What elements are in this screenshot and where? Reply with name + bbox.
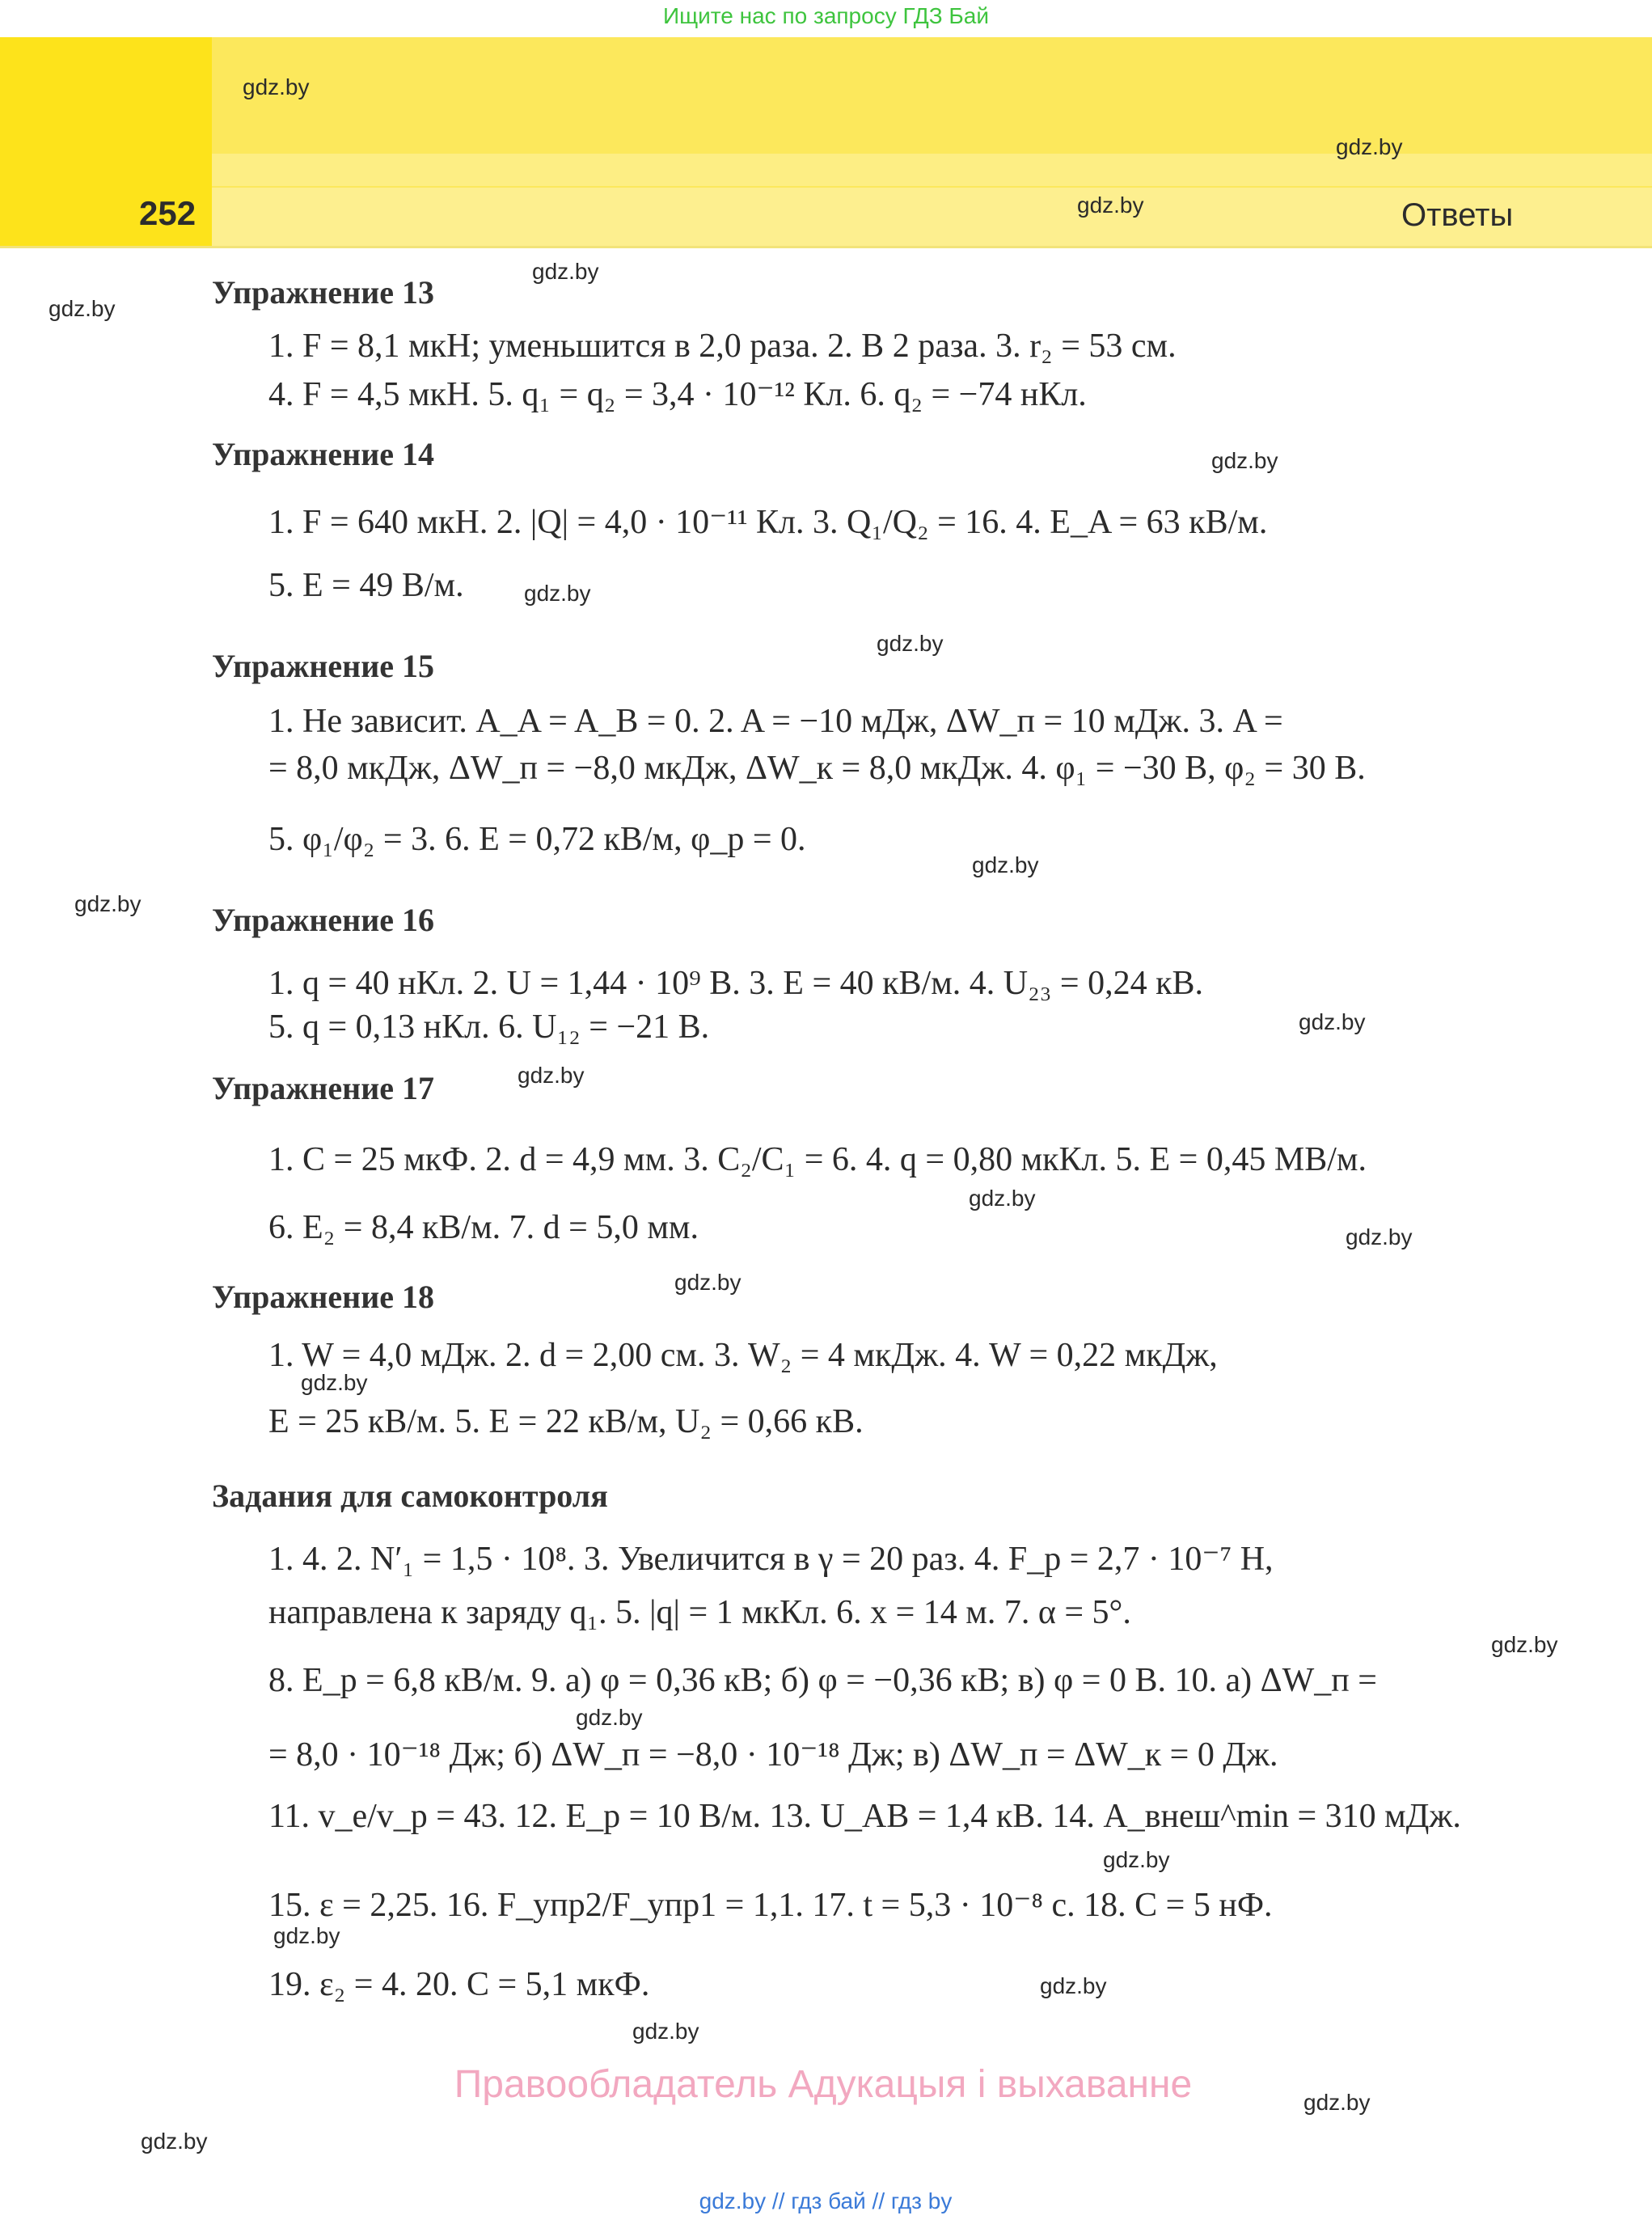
self-control-line-1: 1. 4. 2. N′₁ = 1,5 · 10⁸. 3. Увеличится в γ = 20 раз. 4. F_р = 2,7 · 10⁻⁷ Н, <box>268 1541 1274 1578</box>
exercise-13-line-1: 1. F = 8,1 мкН; уменьшится в 2,0 раза. 2. В 2 раза. 3. r₂ = 53 см. <box>268 328 1177 365</box>
watermark: gdz.by <box>877 631 944 656</box>
exercise-16-line-1: 1. q = 40 нКл. 2. U = 1,44 · 10⁹ В. 3. E = 40 кВ/м. 4. U₂₃ = 0,24 кВ. <box>268 965 1204 1002</box>
exercise-16-line-2: 5. q = 0,13 нКл. 6. U₁₂ = −21 В. <box>268 1008 710 1046</box>
exercise-13-line-2: 4. F = 4,5 мкН. 5. q₁ = q₂ = 3,4 · 10⁻¹² Кл. 6. q₂ = −74 нКл. <box>268 376 1087 413</box>
exercise-18-line-1: 1. W = 4,0 мДж. 2. d = 2,00 см. 3. W₂ = 4 мкДж. 4. W = 0,22 мкДж, <box>268 1337 1218 1374</box>
self-control-line-6: 15. ε = 2,25. 16. F_упр2/F_упр1 = 1,1. 17. t = 5,3 · 10⁻⁸ с. 18. C = 5 нФ. <box>268 1887 1273 1924</box>
watermark: gdz.by <box>1491 1632 1558 1657</box>
watermark: gdz.by <box>632 2019 699 2044</box>
watermark: gdz.by <box>1299 1009 1366 1034</box>
watermark: gdz.by <box>1103 1847 1170 1872</box>
watermark: gdz.by <box>1077 192 1144 218</box>
watermark: gdz.by <box>576 1705 643 1730</box>
section-title: Ответы <box>1401 197 1514 233</box>
watermark: gdz.by <box>518 1063 585 1088</box>
self-control-line-2: направлена к заряду q₁. 5. |q| = 1 мкКл. 6. x = 14 м. 7. α = 5°. <box>268 1594 1131 1631</box>
header-divider <box>0 246 1652 248</box>
watermark: gdz.by <box>1211 448 1278 473</box>
exercise-14-line-1: 1. F = 640 мкН. 2. |Q| = 4,0 · 10⁻¹¹ Кл. 3. Q₁/Q₂ = 16. 4. E_A = 63 кВ/м. <box>268 504 1268 541</box>
watermark: gdz.by <box>1346 1224 1413 1249</box>
exercise-14-line-2: 5. E = 49 В/м. <box>268 567 464 604</box>
watermark: gdz.by <box>1040 1973 1107 1998</box>
self-control-title: Задания для самоконтроля <box>212 1478 608 1514</box>
watermark: gdz.by <box>1303 2090 1371 2115</box>
watermark: gdz.by <box>74 891 142 916</box>
watermark: gdz.by <box>674 1270 741 1295</box>
exercise-15-line-3: 5. φ₁/φ₂ = 3. 6. E = 0,72 кВ/м, φ_р = 0. <box>268 821 806 858</box>
watermark: gdz.by <box>49 296 116 321</box>
top-search-link[interactable]: Ищите нас по запросу ГДЗ Бай <box>662 3 990 28</box>
footer-links[interactable]: gdz.by // гдз бай // гдз by <box>699 2188 953 2213</box>
exercise-13-title: Упражнение 13 <box>212 274 435 311</box>
copyright-watermark: Правообладатель Адукацыя і выхаванне <box>454 2063 1193 2106</box>
self-control-line-5: 11. v_e/v_p = 43. 12. E_р = 10 В/м. 13. U_AB = 1,4 кВ. 14. A_внеш^min = 310 мДж. <box>268 1798 1461 1835</box>
exercise-17-title: Упражнение 17 <box>212 1070 435 1106</box>
exercise-15-line-1: 1. Не зависит. A_A = A_B = 0. 2. A = −10 мДж, ΔW_п = 10 мДж. 3. A = <box>268 703 1283 740</box>
watermark: gdz.by <box>141 2129 208 2154</box>
exercise-14-title: Упражнение 14 <box>212 436 435 472</box>
watermark: gdz.by <box>273 1923 340 1948</box>
page-number: 252 <box>139 194 196 232</box>
watermark: gdz.by <box>969 1186 1036 1211</box>
header-band-strip <box>212 154 1652 186</box>
exercise-17-line-2: 6. E₂ = 8,4 кВ/м. 7. d = 5,0 мм. <box>268 1209 699 1246</box>
watermark: gdz.by <box>301 1370 368 1395</box>
exercise-15-title: Упражнение 15 <box>212 648 435 684</box>
exercise-17-line-1: 1. C = 25 мкФ. 2. d = 4,9 мм. 3. C₂/C₁ = 6. 4. q = 0,80 мкКл. 5. E = 0,45 МВ/м. <box>268 1141 1367 1178</box>
watermark: gdz.by <box>972 852 1039 877</box>
self-control-line-7: 19. ε₂ = 4. 20. C = 5,1 мкФ. <box>268 1966 650 2003</box>
exercise-15-line-2: = 8,0 мкДж, ΔW_п = −8,0 мкДж, ΔW_к = 8,0 мкДж. 4. φ₁ = −30 В, φ₂ = 30 В. <box>268 750 1366 787</box>
self-control-line-3: 8. E_р = 6,8 кВ/м. 9. а) φ = 0,36 кВ; б) φ = −0,36 кВ; в) φ = 0 В. 10. а) ΔW_п = <box>268 1662 1377 1699</box>
exercise-16-title: Упражнение 16 <box>212 902 435 938</box>
exercise-18-line-2: E = 25 кВ/м. 5. E = 22 кВ/м, U₂ = 0,66 кВ. <box>268 1403 864 1440</box>
self-control-line-4: = 8,0 · 10⁻¹⁸ Дж; б) ΔW_п = −8,0 · 10⁻¹⁸ Дж; в) ΔW_п = ΔW_к = 0 Дж. <box>268 1736 1278 1774</box>
watermark: gdz.by <box>243 74 310 99</box>
exercise-18-title: Упражнение 18 <box>212 1279 435 1315</box>
watermark: gdz.by <box>532 259 599 284</box>
watermark: gdz.by <box>524 581 591 606</box>
watermark: gdz.by <box>1336 134 1403 159</box>
